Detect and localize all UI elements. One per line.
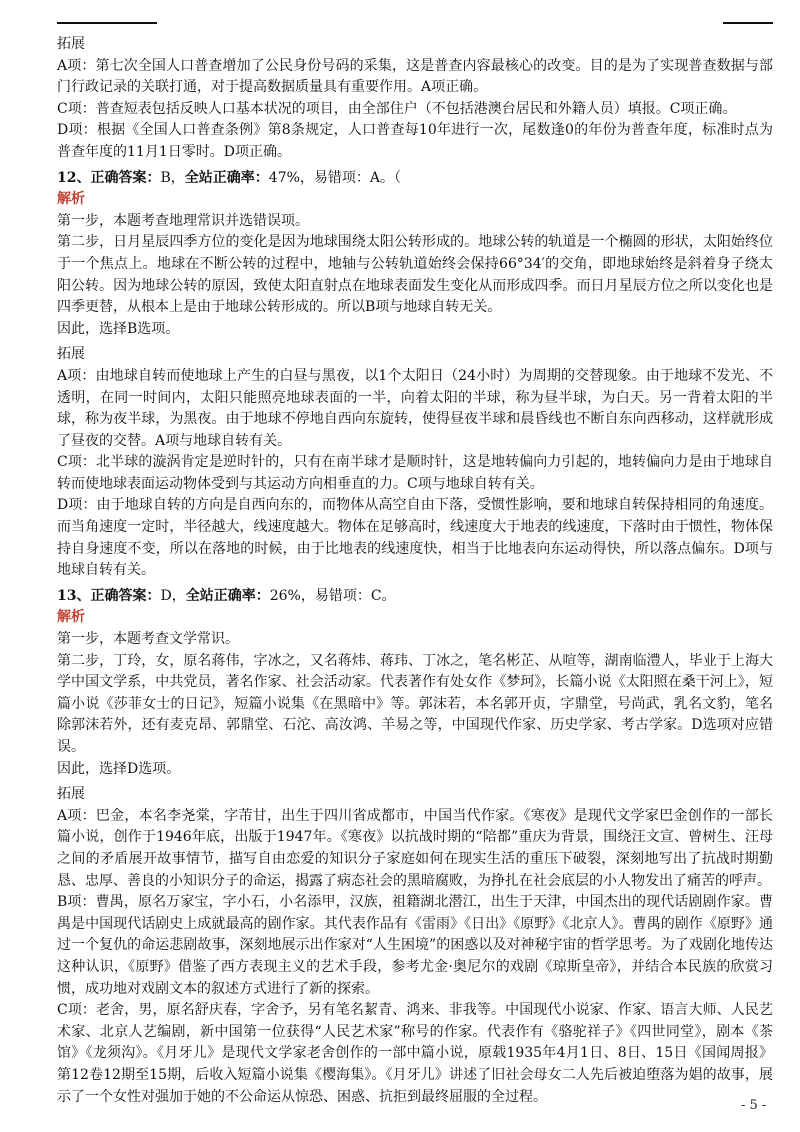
header-rule-left [57,22,157,24]
expand-heading: 拓展 [57,36,85,52]
analysis-heading: 解析 [57,609,85,626]
analysis-conclusion: 因此，选择D选项。 [57,760,181,777]
expand-option-c: C项：普查短表包括反映人口基本状况的项目，由全部住户（不包括港澳台居民和外籍人员）填报。C项正确。 [57,100,737,117]
accuracy-label: 全站正确率： [185,587,270,604]
accuracy-value: 47%，易错项：A。（ [268,169,402,186]
question-13-answer-line [57,586,773,608]
question-12-answer-line [57,168,773,190]
expand-option-c: C项：老舍，男，原名舒庆春，字舍予，另有笔名絜青、鸿来、非我等。中国现代小说家、作家、语言大师、人民艺术家、北京人艺编剧，新中国第一位获得“人民艺术家”称号的作家。代表作有《骆驼祥子》《四世同堂》，剧本《茶馆》《龙须沟》。《月牙儿》是现代文学家老舍创作的一部中篇小说，原载1935年4月1日、8日、15日《国闻周报》第12卷12期至15期，后收入短篇小说集《樱海集》。《月牙儿》讲述了旧社会母女二人先后被迫堕落为娼的故事，展示了一个女性对强加于她的不公命运从惊恐、困惑、抗拒到最终屈服的全过程。 [57,1002,773,1105]
expand-option-a: A项：由地球自转而使地球上产生的白昼与黑夜，以1个太阳日（24小时）为周期的交替现象。由于地球不发光、不透明，在同一时间内，太阳只能照亮地球表面的一半，向着太阳的半球，称为昼半球，为白天。另一背着太阳的半球，称为夜半球，为黑夜。由于地球不停地自西向东旋转，使得昼夜半球和晨昏线也不断自东向西移动，这样就形成了昼夜的交替。A项与地球自转有关。 [57,367,773,449]
analysis-step-2: 第二步，丁玲，女，原名蒋伟，字冰之，又名蒋炜、蒋玮、丁冰之，笔名彬芷、从喧等，湖南临澧人，毕业于上海大学中国文学系，中共党员，著名作家、社会活动家。代表著作有处女作《梦珂》，长篇小说《太阳照在桑干河上》，短篇小说《莎菲女士的日记》，短篇小说集《在黑暗中》等。郭沫若，本名郭开贞，字鼎堂，号尚武，乳名文豹，笔名除郭沫若外，还有麦克昂、郭鼎堂、石沱、高汝鸿、羊易之等，中国现代作家、历史学家、考古学家。D选项对应错误。 [57,652,773,755]
document-body [57,34,773,1108]
expand-heading: 拓展 [57,346,85,363]
expand-option-a: A项：巴金，本名李尧棠，字芾甘，出生于四川省成都市，中国当代作家。《寒夜》是现代文学家巴金创作的一部长篇小说，创作于1946年底，出版于1947年。《寒夜》以抗战时期的“陪都”重庆为背景，围绕汪文宣、曾树生、汪母之间的矛盾展开故事情节，描写自由恋爱的知识分子家庭如何在现实生活的重压下破裂，深刻地写出了抗战时期勤恳、忠厚、善良的小知识分子的命运，揭露了病态社会的黑暗腐败，为挣扎在社会底层的小人物发出了痛苦的呼声。 [57,807,773,889]
page-number: - 5 - [741,1098,767,1113]
accuracy-value: 26%，易错项：C。 [269,587,396,604]
expand-option-a: A项：第七次全国人口普查增加了公民身份号码的采集，这是普查内容最核心的改变。目的是为了实现普查数据与部门行政记录的关联打通，对于提高数据质量具有重要作用。A项正确。 [57,57,773,96]
analysis-conclusion: 因此，选择B选项。 [57,320,180,337]
expand-heading: 拓展 [57,786,85,803]
answer-label: 12、正确答案： [57,169,161,186]
analysis-step-1: 第一步，本题考查文学常识。 [57,631,239,648]
analysis-heading: 解析 [57,191,85,208]
answer-value: D， [160,587,186,604]
expand-option-d: D项：由于地球自转的方向是自西向东的，而物体从高空自由下落，受惯性影响，要和地球自转保持相同的角速度。而当角速度一定时，半径越大，线速度越大。物体在足够高时，线速度大于地表的线速度，下落时由于惯性，物体保持自身速度不变，所以在落地的时候，由于比地表的线速度快，相当于比地表向东运动得快，所以落点偏东。D项与地球自转有关。 [57,497,773,579]
analysis-step-1: 第一步，本题考查地理常识并选错误项。 [57,212,309,229]
answer-value: B， [160,169,185,186]
expand-option-c: C项：北半球的漩涡肯定是逆时针的，只有在南半球才是顺时针，这是地转偏向力引起的，地转偏向力是由于地球自转而使地球表面运动物体受到与其运动方向相垂直的力。C项与地球自转有关。 [57,454,773,492]
analysis-step-2: 第二步，日月星辰四季方位的变化是因为地球围绕太阳公转形成的。地球公转的轨道是一个椭圆的形状，太阳始终位于一个焦点上。地球在不断公转的过程中，地轴与公转轨道始终会保持66°34′的交角，即地球始终是斜着身子绕太阳公转。因为地球公转的原因，致使太阳直射点在地球表面发生变化从而形成四季。而日月星辰方位之所以变化也是四季更替，从根本上是由于地球公转形成的。所以B项与地球自转无关。 [57,234,773,316]
accuracy-label: 全站正确率： [184,169,269,186]
expand-option-b: B项：曹禺，原名万家宝，字小石，小名添甲，汉族，祖籍湖北潜江，出生于天津，中国杰出的现代话剧剧作家。曹禺是中国现代话剧史上成就最高的剧作家。其代表作品有《雷雨》《日出》《原野》《北京人》。曹禺的剧作《原野》通过一个复仇的命运悲剧故事，深刻地展示出作家对“人生困境”的困惑以及对神秘宇宙的哲学思考。为了戏剧化地传达这种认识，《原野》借鉴了西方表现主义的艺术手段，参考尤金·奥尼尔的戏剧《琼斯皇帝》，并结合本民族的欣赏习惯，成功地对戏剧文本的叙述方式进行了新的探索。 [57,894,773,997]
header-rule-right [723,22,773,24]
answer-label: 13、正确答案： [57,587,161,604]
expand-option-d: D项：根据《全国人口普查条例》第8条规定，人口普查每10年进行一次，尾数逢0的年份为普查年度，标准时点为普查年度的11月1日零时。D项正确。 [57,122,773,160]
